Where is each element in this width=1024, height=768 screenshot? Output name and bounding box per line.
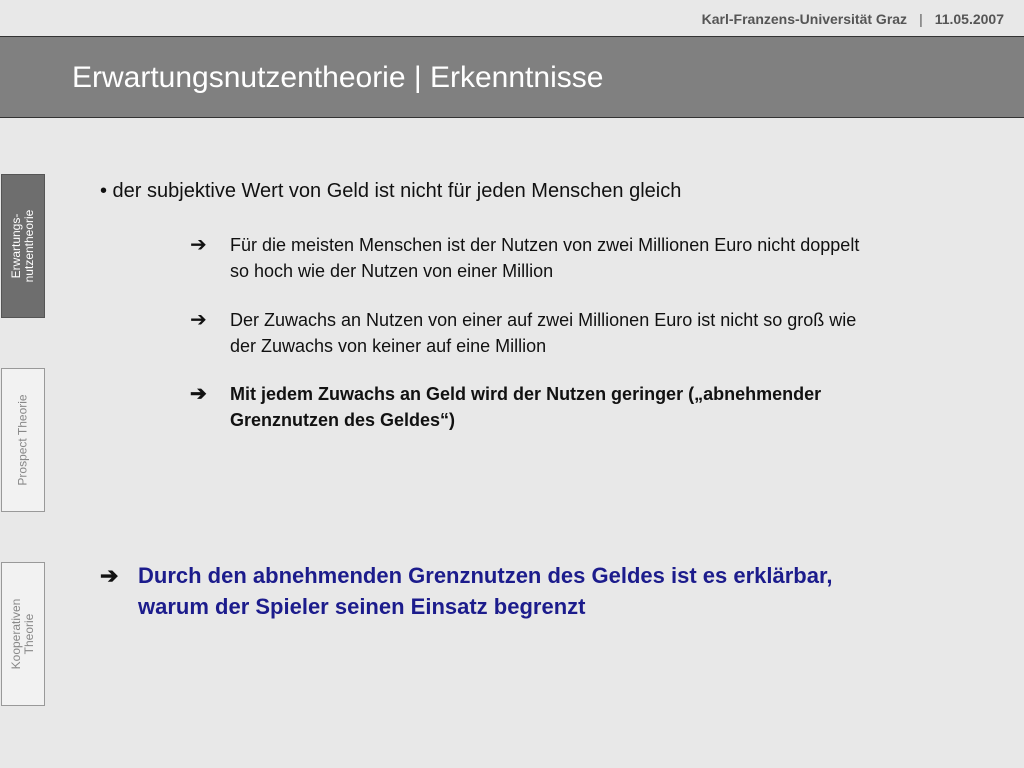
header-separator: | bbox=[919, 11, 923, 27]
title-bar bbox=[0, 37, 1024, 118]
arrow-right-icon: ➔ bbox=[190, 309, 207, 331]
list-item-text: Für die meisten Menschen ist der Nutzen von zwei Millionen Euro nicht doppelt so hoch wie der Nutzen von einer Million bbox=[230, 235, 860, 281]
list-item bbox=[190, 307, 870, 359]
arrow-right-icon: ➔ bbox=[190, 383, 207, 405]
arrow-right-icon: ➔ bbox=[100, 563, 119, 588]
list-item bbox=[190, 232, 870, 284]
header-info bbox=[702, 11, 1004, 27]
conclusion-text: Durch den abnehmenden Grenznutzen des Geldes ist es erklärbar, warum der Spieler seinen Einsatz begrenzt bbox=[138, 563, 833, 619]
main-bullet: • der subjektive Wert von Geld ist nicht für jeden Menschen gleich bbox=[100, 180, 682, 202]
sidebar-tab-label: Kooperativen Theorie bbox=[9, 598, 36, 670]
arrow-right-icon: ➔ bbox=[190, 234, 207, 256]
sidebar-tab-label: Prospect Theorie bbox=[15, 394, 30, 486]
conclusion bbox=[100, 560, 860, 622]
list-item-text: Der Zuwachs an Nutzen von einer auf zwei Millionen Euro ist nicht so groß wie der Zuwachs von keiner auf eine Million bbox=[230, 310, 857, 356]
list-item-text: Mit jedem Zuwachs an Geld wird der Nutzen geringer („abnehmender Grenznutzen des Geldes“) bbox=[230, 384, 822, 430]
slide-title: Erwartungsnutzentheorie | Erkenntnisse bbox=[72, 61, 604, 94]
sidebar-tab-prospect-theorie[interactable] bbox=[1, 368, 45, 512]
sidebar-tab-kooperativen-theorie[interactable] bbox=[1, 562, 45, 706]
presentation-date: 11.05.2007 bbox=[934, 11, 1004, 27]
institution-name: Karl-Franzens-Universität Graz bbox=[701, 11, 908, 27]
sidebar-tab-label: Erwartungs- nutzentheorie bbox=[9, 209, 36, 283]
list-item bbox=[190, 381, 870, 433]
sidebar-tab-erwartungsnutzentheorie[interactable] bbox=[1, 174, 45, 318]
header-bar bbox=[0, 0, 1024, 37]
